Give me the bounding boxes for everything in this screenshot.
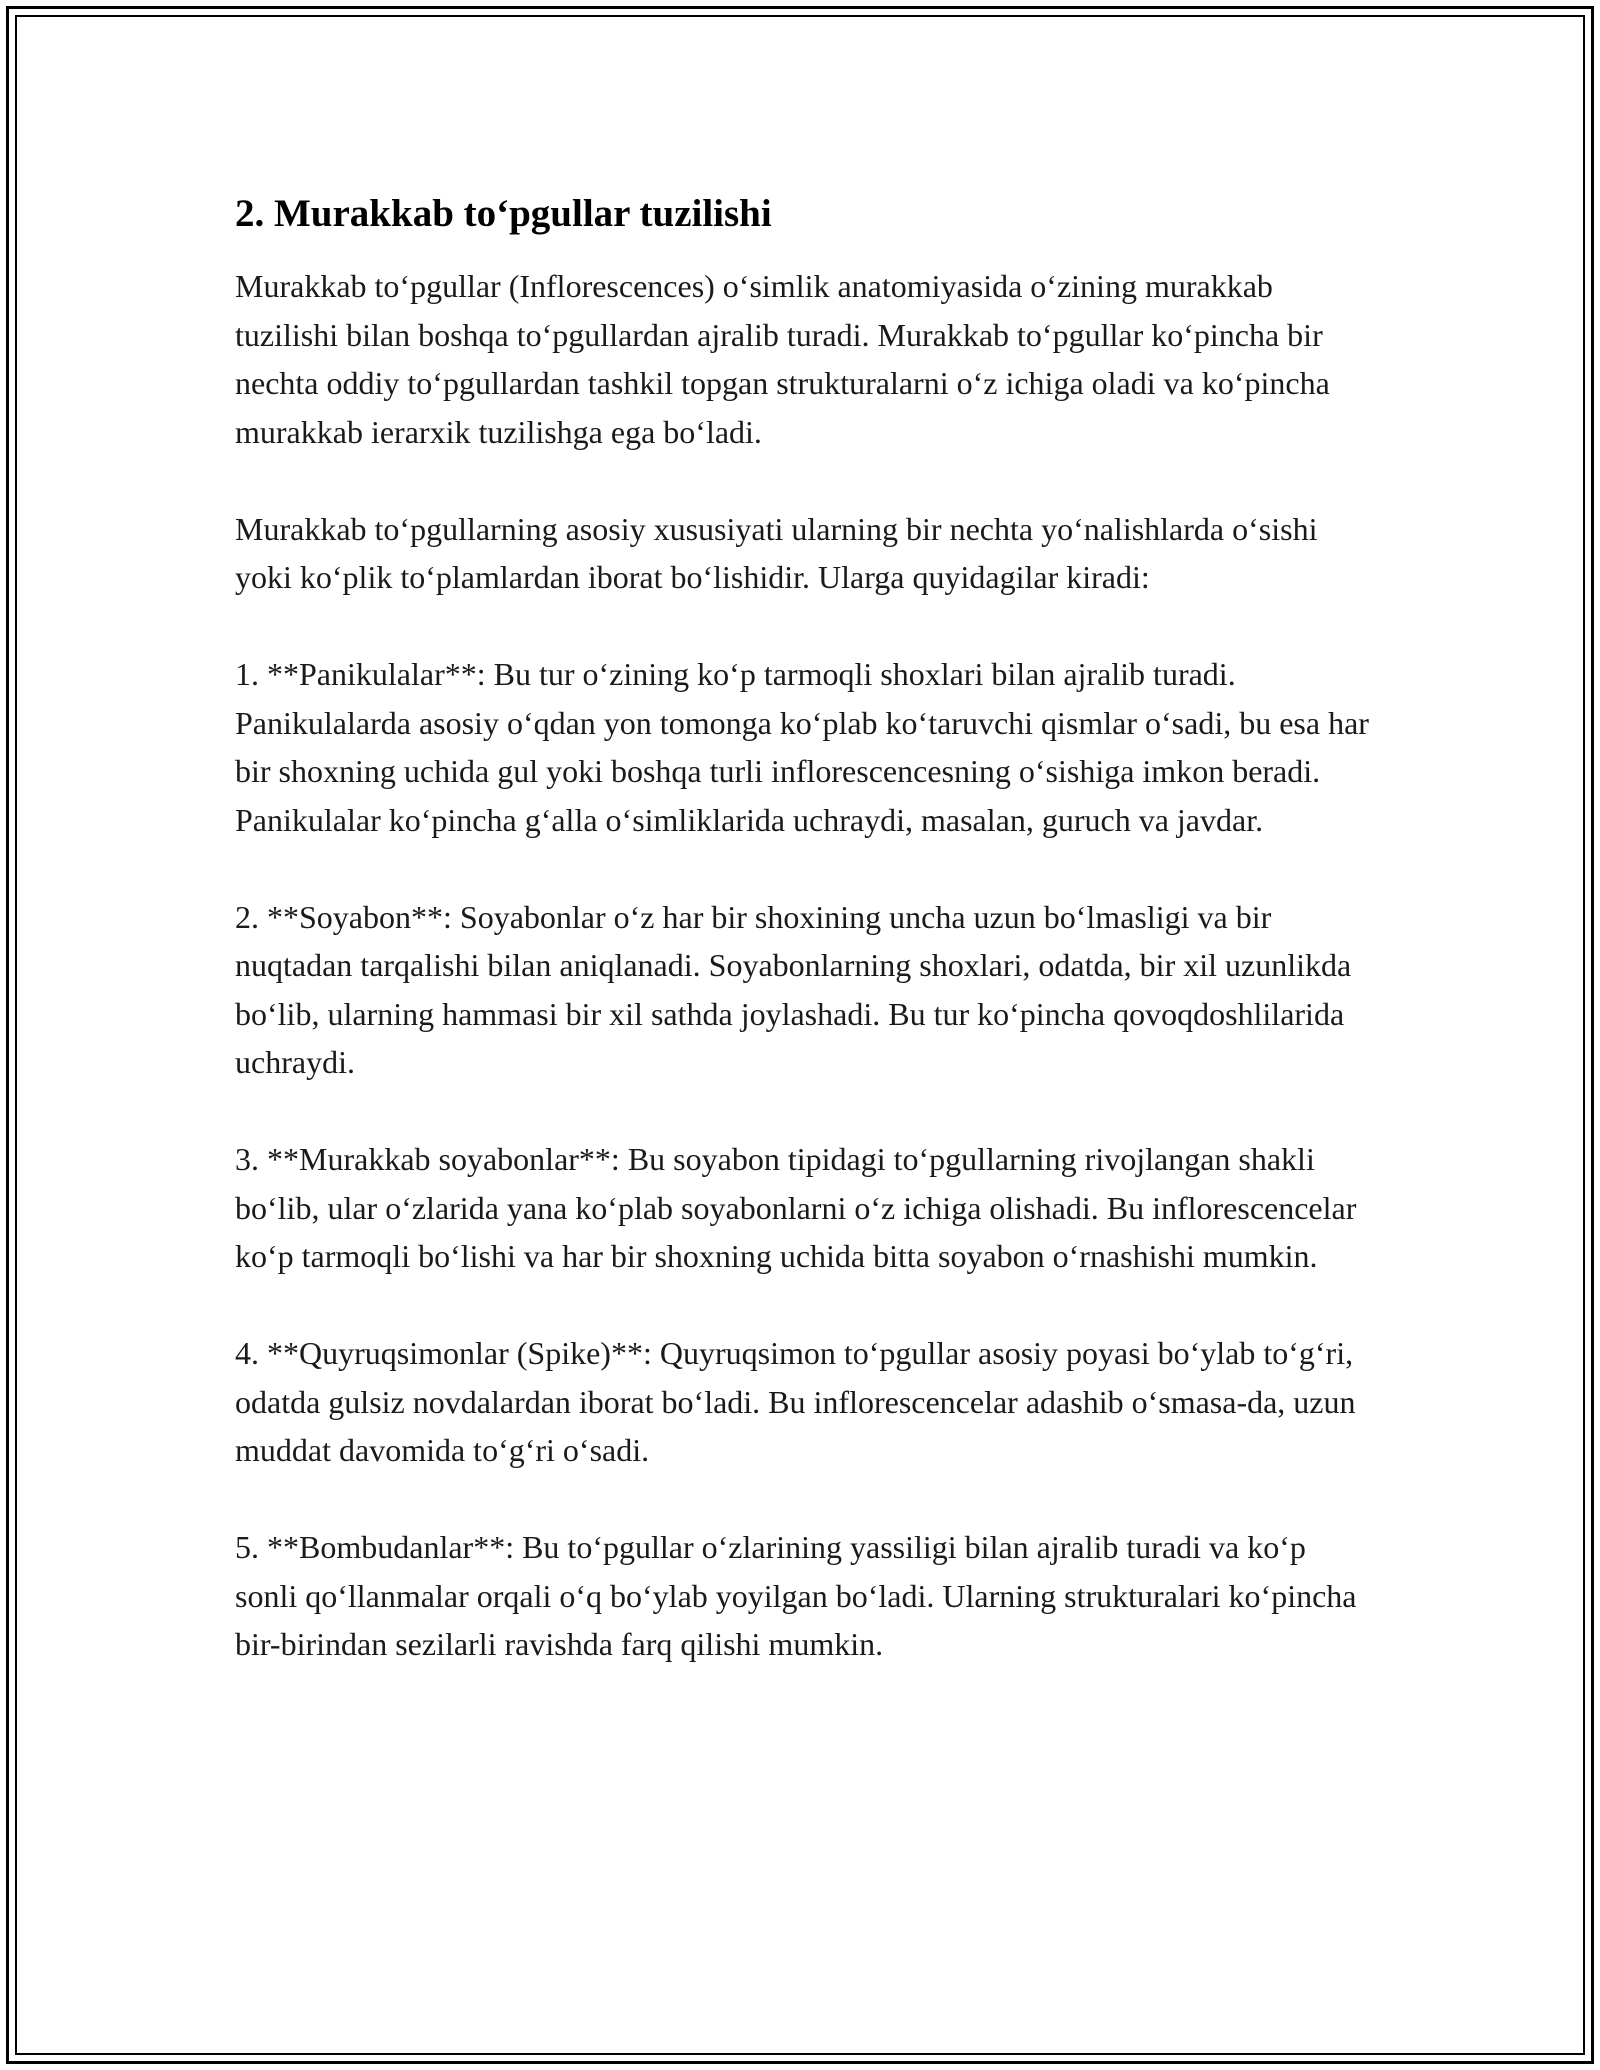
list-item-soyabon: 2. **Soyabon**: Soyabonlar o‘z har bir shoxining uncha uzun bo‘lmasligi va bir nuqtadan tarqalishi bilan aniqlanadi. Soyabonlarning shoxlari, odatda, bir xil uzunlikda bo‘lib, ularning hammasi bir xil sathda joylashadi. Bu tur ko‘pincha qovoqdoshlilarida uchraydi.	[235, 898, 1352, 1080]
page-title: 2. Murakkab to‘pgullar tuzilishi	[235, 192, 772, 235]
intro-paragraph: Murakkab to‘pgullar (Inflorescences) o‘simlik anatomiyasida o‘zining murakkab tuzilishi bilan boshqa to‘pgullardan ajralib turadi. Murakkab to‘pgullar ko‘pincha bir nechta oddiy to‘pgullardan tashkil topgan strukturalarni o‘z ichiga oladi va ko‘pincha murakkab ierarxik tuzilishga ega bo‘ladi.	[235, 268, 1330, 450]
document-body	[235, 190, 1375, 1717]
list-item-bombudanlar: 5. **Bombudanlar**: Bu to‘pgullar o‘zlarining yassiligi bilan ajralib turadi va ko‘p sonli qo‘llanmalar orqali o‘q bo‘ylab yoyilgan bo‘ladi. Ularning strukturalari ko‘pincha bir-birindan sezilarli ravishda farq qilishi mumkin.	[235, 1529, 1357, 1662]
list-item-quyruqsimonlar: 4. **Quyruqsimonlar (Spike)**: Quyruqsimon to‘pgullar asosiy poyasi bo‘ylab to‘g‘ri, odatda gulsiz novdalardan iborat bo‘ladi. Bu inflorescencelar adashib o‘smasa-da, uzun muddat davomida to‘g‘ri o‘sadi.	[235, 1335, 1356, 1468]
features-paragraph: Murakkab to‘pgullarning asosiy xususiyati ularning bir nechta yo‘nalishlarda o‘sishi yoki ko‘plik to‘plamlardan iborat bo‘lishidir. Ularga quyidagilar kiradi:	[235, 510, 1318, 595]
list-item-murakkab-soyabonlar: 3. **Murakkab soyabonlar**: Bu soyabon tipidagi to‘pgullarning rivojlangan shakli bo‘lib, ular o‘zlarida yana ko‘plab soyabonlarni o‘z ichiga olishadi. Bu inflorescencelar ko‘p tarmoqli bo‘lishi va har bir shoxning uchida bitta soyabon o‘rnashishi mumkin.	[235, 1141, 1357, 1274]
list-item-panikulalar: 1. **Panikulalar**: Bu tur o‘zining ko‘p tarmoqli shoxlari bilan ajralib turadi. Panikulalarda asosiy o‘qdan yon tomonga ko‘plab ko‘taruvchi qismlar o‘sadi, bu esa har bir shoxning uchida gul yoki boshqa turli inflorescencesning o‘sishiga imkon beradi. Panikulalar ko‘pincha g‘alla o‘simliklarida uchraydi, masalan, guruch va javdar.	[235, 656, 1369, 838]
